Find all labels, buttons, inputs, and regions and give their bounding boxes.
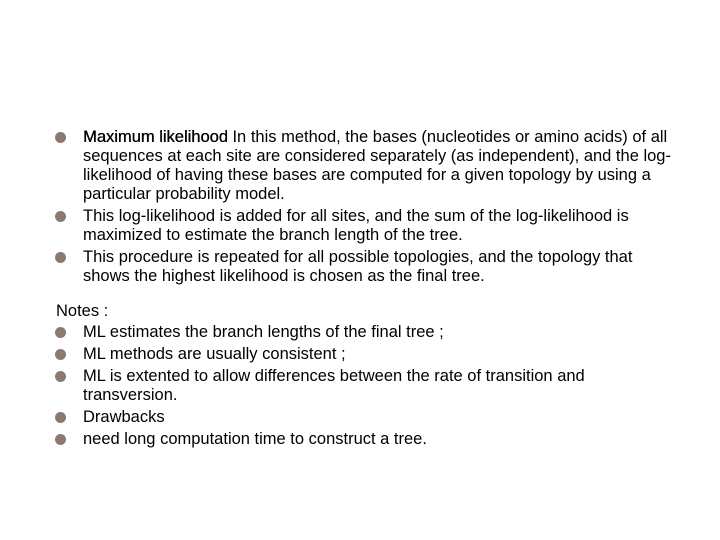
round-bullet-icon	[55, 252, 66, 263]
notes-title: Notes :	[56, 302, 109, 320]
note-text: ML is extented to allow differences between the rate of transition and transversion.	[83, 367, 585, 404]
round-bullet-icon	[55, 412, 66, 423]
note-item	[54, 345, 674, 364]
note-text: need long computation time to construct a tree.	[83, 430, 427, 448]
main-point-text: In this method, the bases (nucleotides or amino acids) of all sequences at each site are considered separately (as independent), and the log-likelihood of having these bases are computed for a given topology by using a particular probability model.	[83, 128, 671, 203]
note-text: ML methods are usually consistent ;	[83, 345, 346, 363]
main-point-text: This procedure is repeated for all possible topologies, and the topology that shows the highest likelihood is chosen as the final tree.	[83, 248, 633, 285]
note-item	[54, 430, 674, 449]
main-point-repeat-topologies	[54, 248, 674, 286]
round-bullet-icon	[55, 132, 66, 143]
round-bullet-icon	[55, 349, 66, 360]
note-text: Drawbacks	[83, 408, 165, 426]
main-bullet-list	[54, 128, 674, 289]
note-text: ML estimates the branch lengths of the final tree ;	[83, 323, 444, 341]
round-bullet-icon	[55, 371, 66, 382]
note-item	[54, 323, 674, 342]
term-maximum-likelihood: Maximum likelihood	[83, 128, 228, 146]
main-point-text: This log-likelihood is added for all sites, and the sum of the log-likelihood is maximized to estimate the branch length of the tree.	[83, 207, 629, 244]
notes-bullet-list	[54, 323, 674, 449]
notes-section	[54, 302, 674, 452]
note-item	[54, 408, 674, 427]
main-point-log-likelihood-sum	[54, 207, 674, 245]
round-bullet-icon	[55, 327, 66, 338]
round-bullet-icon	[55, 434, 66, 445]
round-bullet-icon	[55, 211, 66, 222]
main-point-maximum-likelihood	[54, 128, 674, 204]
note-item	[54, 367, 674, 405]
